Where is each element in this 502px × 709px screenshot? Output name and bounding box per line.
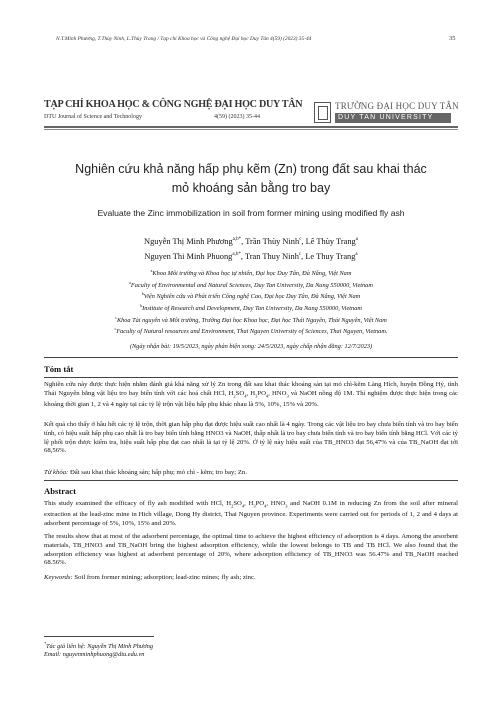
author-affil-mark: a,b* <box>232 251 241 257</box>
university-logo <box>314 101 459 125</box>
journal-name-english: DTU Journal of Science and Technology <box>44 114 142 120</box>
author-line-vi: Nguyễn Thị Minh Phương$^{a,b*}$, Trần Thùy Ninh$^c$, Lê Thùy Trang$^a$ <box>144 236 358 246</box>
header-rule-thin <box>44 129 458 130</box>
abstract-en-paragraph-2: The results show that at most of the adsorbent percentage, the optimal time to achieve the highest efficiency of adsorption is 4 days. Among the arsorbent materials, TB_HNO3 and TB_NaOH bring the highest adsorption efficiency, while the lowest belongs to TB and TB HCl. We also found that the adsorption efficiency was highest at adsorbent percentage of 20%, where adsorption efficiency of TB_HNO3 was 56.47% and TB_NaOH reached 68.56%. <box>44 533 458 567</box>
author-name: Lê Thùy Trang <box>305 236 356 246</box>
section-divider <box>44 480 458 481</box>
author-affil-mark: a,b* <box>232 237 242 242</box>
affiliation-item: $^a$Faculty of Environmental and Natural Sciences, Duy Tan University, Da Nang 550000, Vietnam <box>129 279 373 289</box>
affiliation-item: $^b$Viện Nghiên cứu và Phát triển Công nghệ Cao, Đại học Duy Tân, Đà Nẵng, Việt Nam <box>141 291 361 301</box>
running-header: N.T.Minh Phương, T.Thùy Ninh, L.Thùy Trang / Tạp chí Khoa học và Công nghệ Đại học Duy Tân 4(59) (2023) 35-44 <box>56 36 312 42</box>
article-title-en: Evaluate the Zinc immobilization in soil from former mining using modified fly ash <box>97 208 405 218</box>
section-divider <box>44 357 458 358</box>
submission-dates: (Ngày nhận bài: 19/5/2023, ngày phản biện xong: 24/5/2023, ngày chấp nhận đăng: 12/7/2023) <box>129 343 373 350</box>
footnote-rule <box>44 636 154 637</box>
affiliations <box>44 267 458 337</box>
university-logo-icon <box>314 102 331 123</box>
logo-text-en: DUY TAN UNIVERSITY <box>335 113 451 123</box>
corresponding-author: *Tác giả liên hệ: Nguyễn Thị Minh Phương <box>44 641 154 651</box>
author-affil-mark: c <box>298 251 302 257</box>
author-name: Tran Thuy Ninh <box>244 251 299 261</box>
journal-name: TẠP CHÍ KHOA HỌC & CÔNG NGHỆ ĐẠI HỌC DUY TÂN <box>44 98 303 110</box>
page-number: 35 <box>449 35 456 42</box>
article-title-vi <box>44 160 458 198</box>
affiliation-item: $^c$Faculty of Natural resources and Environment, Thai Nguyen University of Sciences, Thai Nguyen, Vietnam. <box>114 326 388 336</box>
section-divider <box>44 377 458 378</box>
author-name: Nguyễn Thị Minh Phương <box>144 236 233 246</box>
abstract-vi-heading: Tóm tắt <box>44 364 74 374</box>
affiliation-item: $^c$Khoa Tài nguyên và Môi trường, Trường Đại học Khoa học, Đại học Thái Nguyên, Thái Nguyên, Việt Nam <box>115 314 387 324</box>
author-name: Trần Thùy Ninh <box>245 236 300 246</box>
abstract-en-paragraph-1: This study examined the efficacy of fly ash modified with HCl, $H_2SO_4$, $H_3PO_4$, $HNO_3$ and NaOH 0.1M in reducing Zn from the soil after mineral extraction at the lead-zinc mine in Hich village, Dong Hy district, Thai Nguyen province. Experiments were carried out for periods of 1, 2 and 4 days at adsorbent percentage of 5%, 10%, 15% and 20%. <box>44 500 458 527</box>
author-affil-mark: a <box>355 251 358 257</box>
author-email[interactable]: Email: nguyenminhphuong@dtu.edu.vn <box>44 651 145 658</box>
title-line-1: Nghiên cứu khả năng hấp phụ kẽm (Zn) trong đất sau khai thác <box>75 162 427 176</box>
abstract-vi-paragraph-2: Kết quả cho thấy ở hầu hết các tỷ lệ trộn, thời gian hấp phụ đạt được hiệu suất cao nhất là 4 ngày. Trong các vật liệu tro bay chưa biến tính và tro bay biến tính, có hiệu suất hấp phụ cao nhất là tro bay biến tính bằng HNO3 và NaOH, thấp nhất là tro bay chưa biến tính và tro bay biến tính bằng HCl. Với các tỷ lệ phối trộn được kiểm tra, hiệu suất hấp phụ đạt cao nhất là tại tỷ lệ 20%. Ở tỷ lệ này hiệu suất của TB_HNO3 đạt 56,47% và của TB_NaOH đạt tới 68,56%. <box>44 421 458 455</box>
author-name: Le Thuy Trang <box>305 251 356 261</box>
author-name: Nguyen Thi Minh Phuong <box>144 251 233 261</box>
author-line-en: Nguyen Thi Minh Phuong$^{a,b*}$, Tran Thuy Ninh$^c$, Le Thuy Trang$^a$ <box>144 251 358 261</box>
abstract-vi-paragraph-1: Nghiên cứu này được thực hiện nhằm đánh giá khả năng xử lý Zn trong đất sau khai thác khoáng sản tại mỏ chì-kẽm Làng Hích, huyện Đồng Hỷ, tỉnh Thái Nguyên bằng vật liệu tro bay biến tính với các hoá chất HCl, $H_2SO_4$, $H_3PO_4$, $HNO_3$ và NaOH nồng độ 1M. Thí nghiệm được thực hiện trong các khoảng thời gian 1, 2 và 4 ngày tại các tỷ lệ trộn vật liệu hấp phụ khác nhau là 5%, 10%, 15% và 20%. <box>44 381 458 408</box>
keywords-vi: Từ khóa: Đất sau khai thác khoáng sản; hấp phụ; mỏ chì - kẽm; tro bay; Zn. <box>44 469 247 476</box>
affiliation-item: $^a$Khoa Môi trường và Khoa học tự nhiên, Đại học Duy Tân, Đà Nẵng, Việt Nam <box>150 268 352 278</box>
affiliation-item: $^b$Institute of Research and Development, Duy Tan University, Da Nang 550000, Vietnam <box>140 303 362 313</box>
title-line-2: mỏ khoáng sản bằng tro bay <box>171 181 331 195</box>
logo-text-vi: TRƯỜNG ĐẠI HỌC DUY TÂN <box>335 101 459 111</box>
header-rule <box>44 126 458 128</box>
author-affil-mark: c <box>299 237 302 242</box>
author-affil-mark: a <box>355 237 358 242</box>
keywords-label: Từ khóa: <box>44 469 69 476</box>
journal-issue: 4(59) (2023) 35-44 <box>214 114 260 120</box>
keywords-en: Keywords: Soil from former mining; adsorption; lead-zinc mines; fly ash; zinc. <box>44 574 256 581</box>
abstract-en-heading: Abstract <box>44 486 76 496</box>
author-list <box>44 233 458 263</box>
keywords-label: Keywords: <box>44 574 73 581</box>
